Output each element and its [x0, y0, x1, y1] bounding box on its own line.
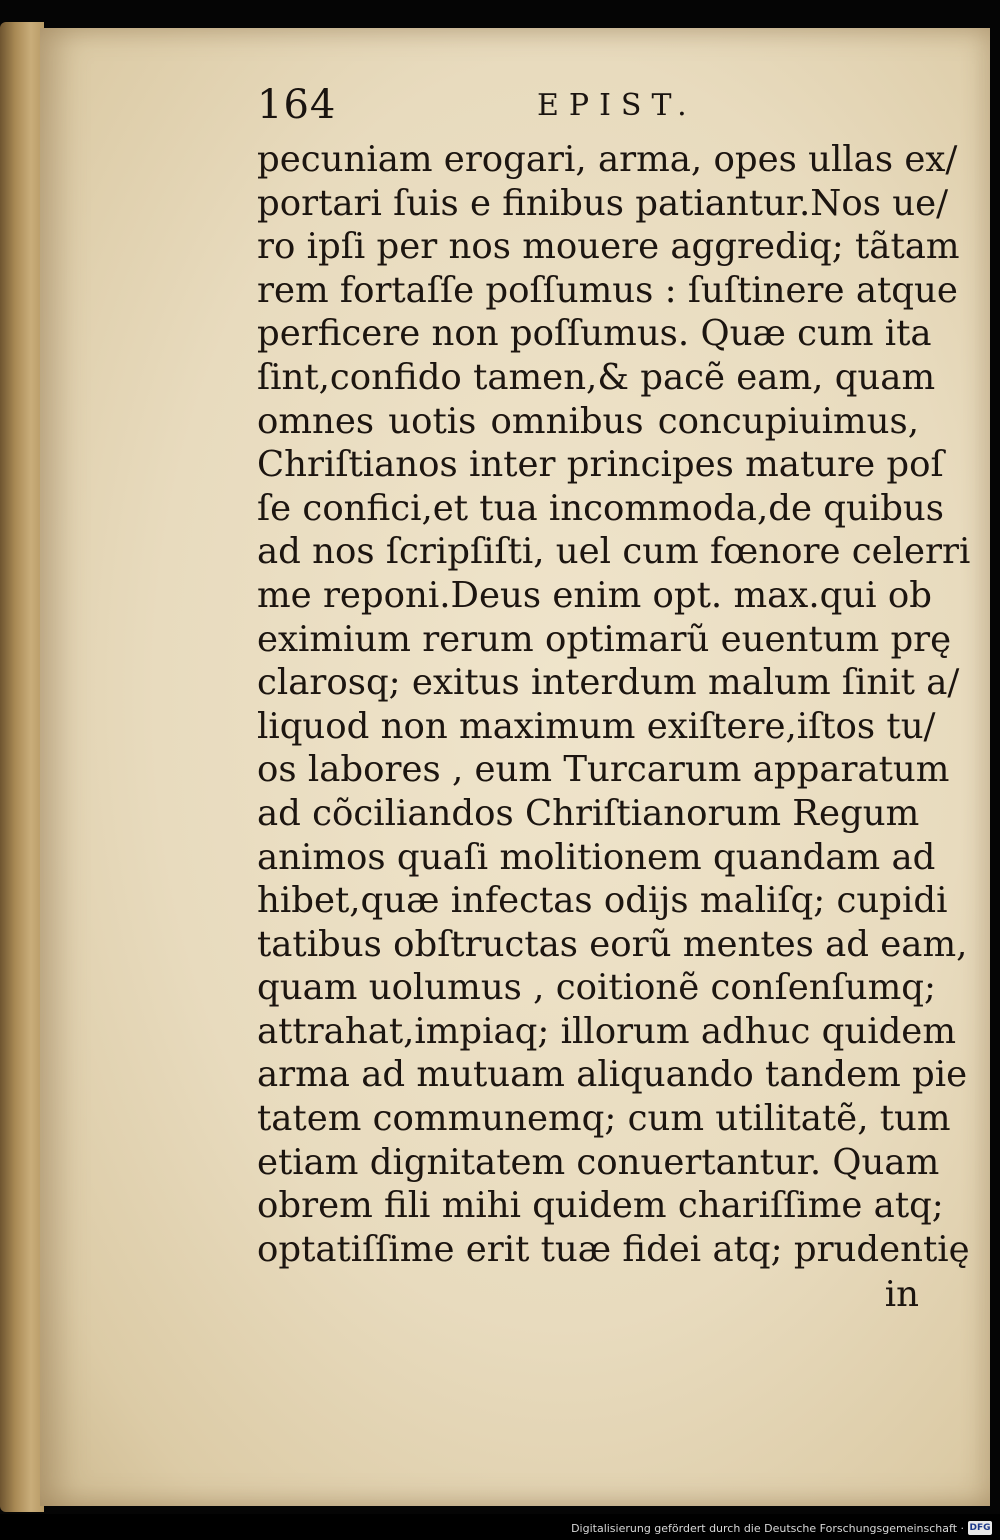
- running-head: EPIST.: [537, 88, 697, 123]
- text-line: perficere non poſſumus. Quæ cum ita: [257, 313, 932, 355]
- text-line: ro ipſi per nos mouere aggrediq; tãtam: [257, 226, 960, 268]
- text-line: animos quaſi molitionem quandam ad: [257, 836, 936, 878]
- footer-bar: [0, 1514, 1000, 1540]
- book-edge: [0, 22, 44, 1512]
- text-line: Chriſtianos inter principes mature poſ: [257, 444, 944, 486]
- text-line: hibet,quæ infectas odijs maliſq; cupidi: [257, 880, 948, 922]
- text-line: tatibus obſtructas eorũ mentes ad eam,: [257, 923, 968, 965]
- text-line: ſe confici,et tua incommoda,de quibus: [257, 487, 944, 529]
- text-line: ad nos ſcripſiſti, uel cum fœnore celerri: [257, 531, 971, 573]
- text-line: attrahat,impiaq; illorum adhuc quidem: [257, 1010, 956, 1052]
- text-line: tatem communemq; cum utilitatẽ, tum: [257, 1098, 951, 1140]
- page-header: [257, 78, 937, 138]
- text-line: obrem fili mihi quidem chariſſime atq;: [257, 1185, 944, 1227]
- text-line: ad cõciliandos Chriſtianorum Regum: [257, 792, 920, 834]
- text-line: me reponi.Deus enim opt. max.qui ob: [257, 574, 932, 616]
- text-line: arma ad mutuam aliquando tandem pie: [257, 1054, 968, 1096]
- text-line: os labores , eum Turcarum apparatum: [257, 749, 950, 791]
- digitization-credit: Digitalisierung gefördert durch die Deutsche Forschungsgemeinschaft ·: [571, 1522, 964, 1535]
- text-line: quam uolumus , coitionẽ conſenſumq;: [257, 967, 936, 1009]
- body-text: [257, 138, 971, 1317]
- text-line: eximium rerum optimarũ euentum prę: [257, 618, 952, 660]
- text-line: liquod non maximum exiſtere,iſtos tu/: [257, 705, 936, 747]
- text-line: etiam dignitatem conuertantur. Quam: [257, 1141, 940, 1183]
- text-line: clarosq; exitus interdum malum ſinit a/: [257, 662, 960, 704]
- text-line: optatiſſime erit tuæ fidei atq; prudentię: [257, 1228, 970, 1270]
- dfg-logo-icon: DFG: [969, 1523, 991, 1533]
- text-line: ſint,confido tamen,& pacẽ eam, quam: [257, 356, 936, 398]
- page-number: 164: [257, 82, 337, 128]
- text-line: omnes uotis omnibus concupiuimus,: [257, 400, 919, 442]
- text-line: portari ſuis e finibus patiantur.Nos ue/: [257, 182, 949, 224]
- text-line: rem fortaſſe poſſumus : ſuſtinere atque: [257, 269, 958, 311]
- text-line: pecuniam erogari, arma, opes ullas ex/: [257, 139, 958, 180]
- catchword: in: [884, 1274, 919, 1316]
